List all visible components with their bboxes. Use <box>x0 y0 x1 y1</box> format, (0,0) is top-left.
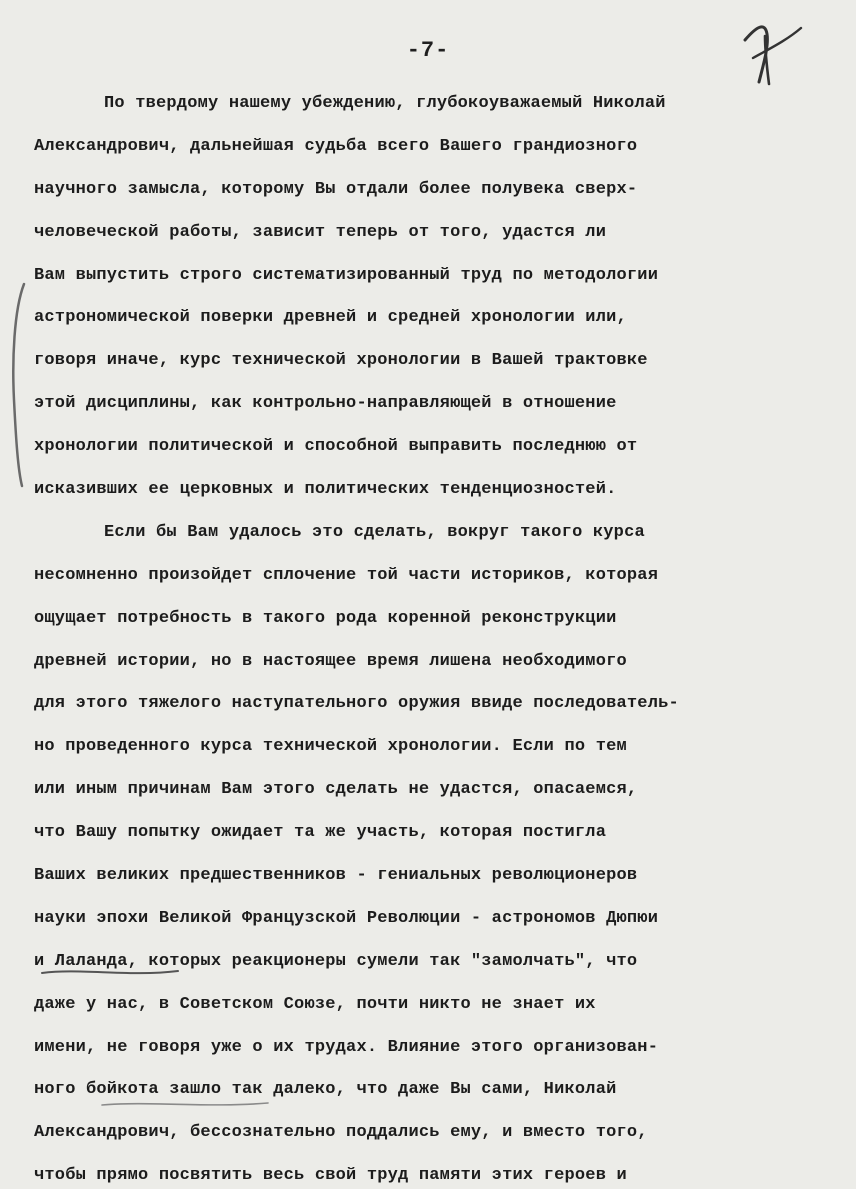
text-line: человеческой работы, зависит теперь от того, удастся ли <box>34 222 607 242</box>
text-line: что Вашу попытку ожидает та же участь, которая постигла <box>34 823 607 843</box>
text-line: ощущает потребность в такого рода коренной реконструкции <box>34 608 617 628</box>
text-line: древней истории, но в настоящее время лишена необходимого <box>34 651 627 671</box>
text-line: Александрович, дальнейшая судьба всего Вашего грандиозного <box>34 136 638 156</box>
page-number: -7- <box>406 38 450 63</box>
text-line: Вам выпустить строго систематизированный труд по методологии <box>34 265 659 285</box>
text-line: имени, не говоря уже о их трудах. Влияние этого организован- <box>34 1037 659 1057</box>
text-line: но проведенного курса технической хронологии. Если по тем <box>34 737 627 757</box>
text-line: для этого тяжелого наступательного оружия ввиде последователь- <box>34 694 679 714</box>
text-line: и Лаланда, которых реакционеры сумели так "замолчать", что <box>34 951 638 971</box>
text-line: этой дисциплины, как контрольно-направляющей в отношение <box>34 394 617 414</box>
text-line: научного замысла, которому Вы отдали более полувека сверх- <box>34 179 638 199</box>
text-line: Александрович, бессознательно поддались ему, и вместо того, <box>34 1123 648 1143</box>
letter-body <box>34 83 834 1189</box>
text-line: По твердому нашему убеждению, глубокоуважаемый Николай <box>104 94 666 113</box>
text-line: несомненно произойдет сплочение той части историков, которая <box>34 565 659 585</box>
text-line: хронологии политической и способной выправить последнюю от <box>34 437 638 457</box>
text-line: астрономической поверки древней и средней хронологии или, <box>34 308 627 328</box>
text-line: науки эпохи Великой Французской Революции - астрономов Дюпюи <box>34 908 659 928</box>
text-line: чтобы прямо посвятить весь свой труд памяти этих героев и <box>34 1166 627 1186</box>
margin-pencil-mark <box>8 280 30 490</box>
handwritten-underline <box>40 965 180 979</box>
text-line: ного бойкота зашло так далеко, что даже Вы сами, Николай <box>34 1080 617 1100</box>
handwritten-mark <box>735 18 810 88</box>
text-line: исказивших ее церковных и политических тенденциозностей. <box>34 480 617 500</box>
pencil-underline <box>100 1098 270 1110</box>
text-line: говоря иначе, курс технической хронологии в Вашей трактовке <box>34 351 648 371</box>
text-line: Если бы Вам удалось это сделать, вокруг такого курса <box>104 522 645 542</box>
text-line: или иным причинам Вам этого сделать не удастся, опасаемся, <box>34 780 638 800</box>
text-line: даже у нас, в Советском Союзе, почти никто не знает их <box>34 994 596 1014</box>
text-line: Ваших великих предшественников - гениальных революционеров <box>34 866 638 886</box>
